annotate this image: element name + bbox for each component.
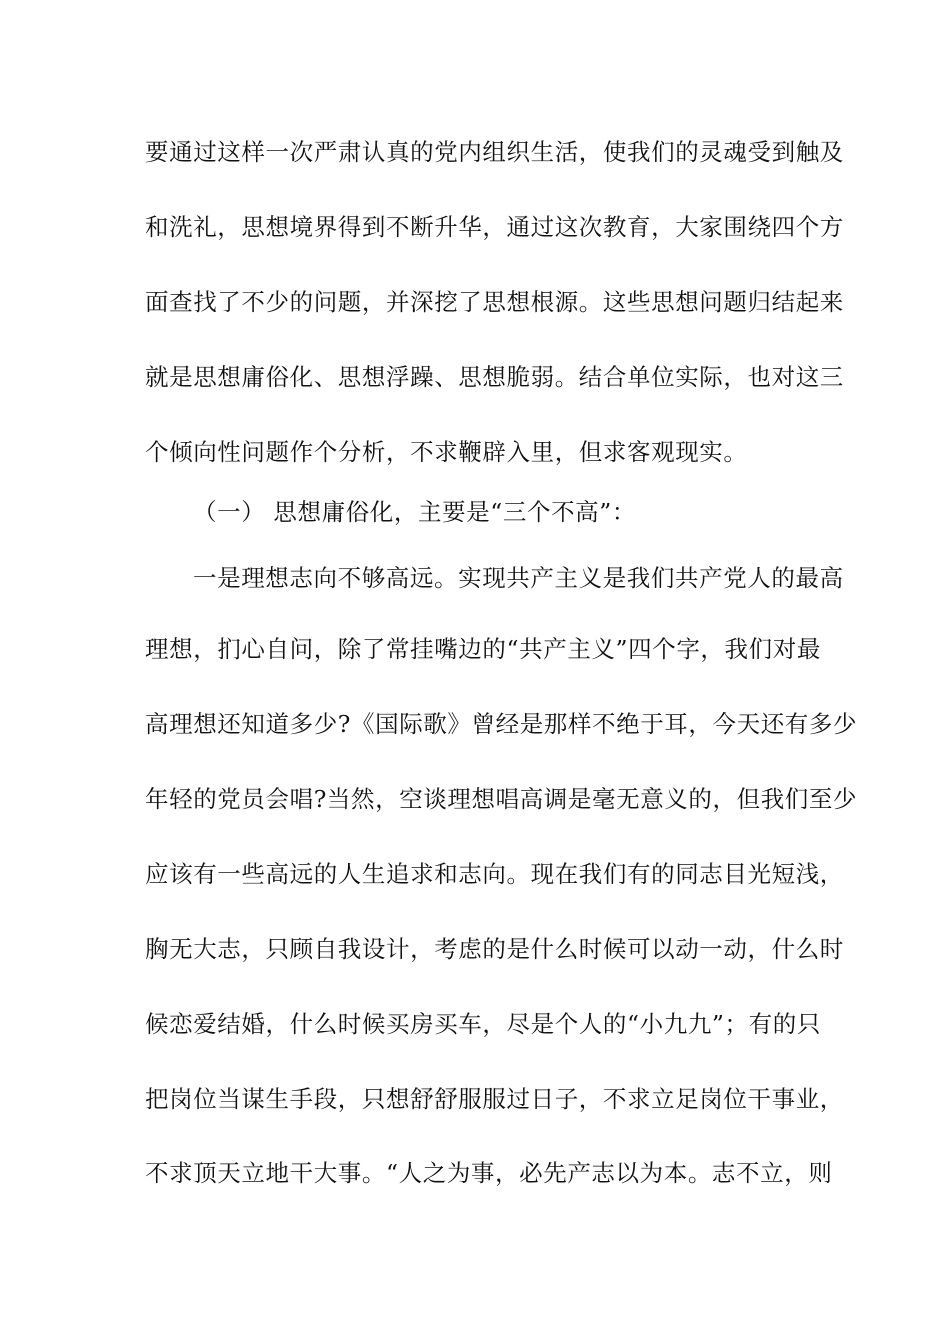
paragraph-line: 应该有一些高远的人生追求和志向。现在我们有的同志目光短浅， [145, 860, 844, 888]
paragraph-line: 一是理想志向不够高远。实现共产主义是我们共产党人的最高 [193, 564, 844, 592]
paragraph-line: 不求顶天立地干大事。“人之为事，必先产志以为本。志不立，则 [145, 1159, 833, 1187]
paragraph-line: 要通过这样一次严肃认真的党内组织生活，使我们的灵魂受到触及 [145, 138, 844, 166]
paragraph-line: 面查找了不少的问题，并深挖了思想根源。这些思想问题归结起来 [145, 288, 844, 316]
paragraph-line: 年轻的党员会唱?当然，空谈理想唱高调是毫无意义的，但我们至少 [145, 785, 858, 813]
paragraph-line: 候恋爱结婚，什么时候买房买车，尽是个人的“小九九”；有的只 [145, 1010, 821, 1038]
paragraph-line: 把岗位当谋生手段，只想舒舒服服过日子，不求立足岗位干事业， [145, 1085, 844, 1113]
paragraph-line: 个倾向性问题作个分析，不求鞭辟入里，但求客观现实。 [145, 438, 748, 466]
paragraph-line: 胸无大志，只顾自我设计，考虑的是什么时候可以动一动，什么时 [145, 935, 844, 963]
paragraph-line: 理想，扪心自问，除了常挂嘴边的“共产主义”四个字，我们对最 [145, 635, 821, 663]
section-heading: （一） 思想庸俗化，主要是“三个不高”： [193, 498, 636, 526]
paragraph-line: 和洗礼，思想境界得到不断升华，通过这次教育，大家围绕四个方 [145, 213, 844, 241]
paragraph-line: 高理想还知道多少?《国际歌》曾经是那样不绝于耳，今天还有多少 [145, 710, 858, 738]
paragraph-line: 就是思想庸俗化、思想浮躁、思想脆弱。结合单位实际，也对这三 [145, 363, 844, 391]
